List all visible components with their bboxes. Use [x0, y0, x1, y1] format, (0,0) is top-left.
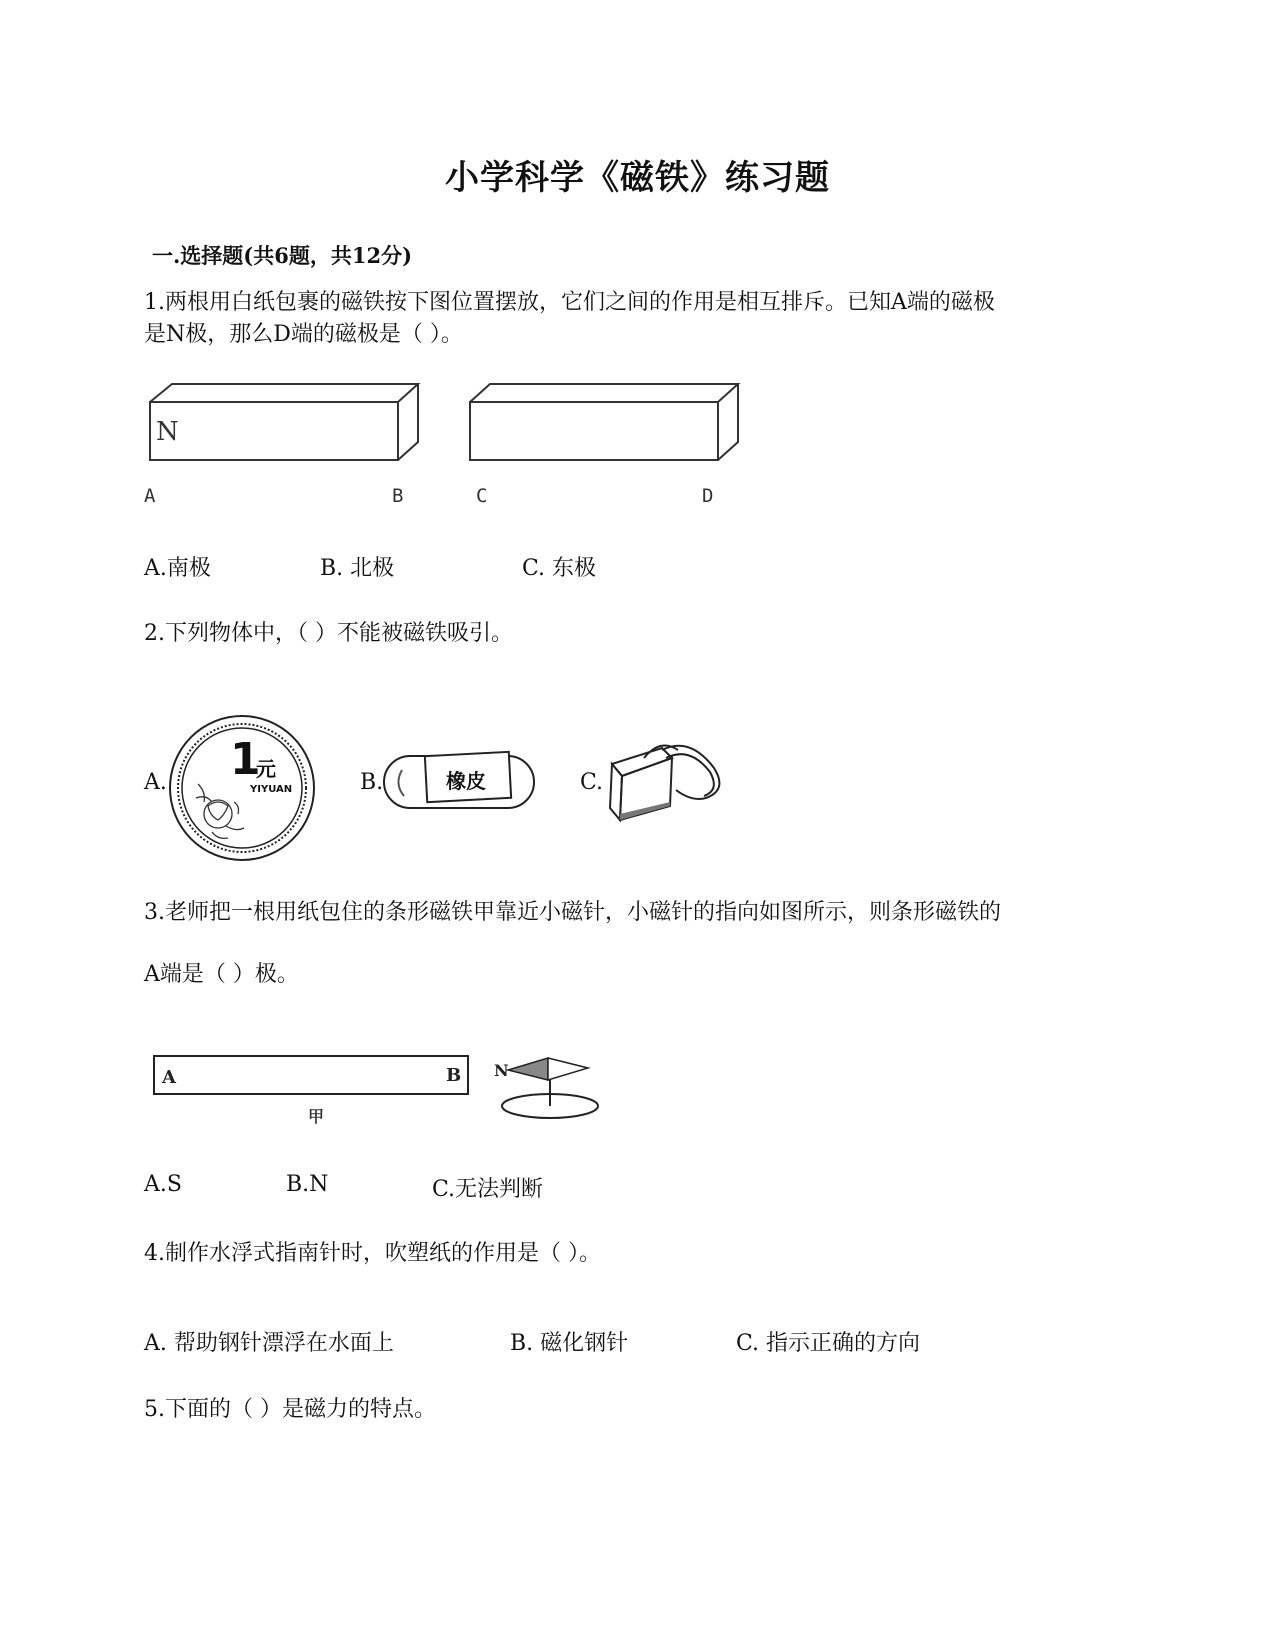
magnet-1 — [150, 384, 418, 460]
q3-option-b[interactable]: B.N — [286, 1172, 329, 1197]
q4-option-c[interactable]: C. 指示正确的方向 — [736, 1331, 921, 1356]
eraser-text: 橡皮 — [446, 769, 486, 793]
coin-icon — [168, 714, 316, 862]
bar-label-b: B — [446, 1065, 462, 1086]
question-3-text: 3.老师把一根用纸包住的条形磁铁甲靠近小磁针，小磁针的指向如图所示，则条形磁铁的 — [144, 900, 1001, 925]
q2-option-c-label[interactable]: C. — [580, 770, 604, 795]
needle-north-half — [508, 1058, 548, 1080]
question-4-text: 4.制作水浮式指南针时，吹塑纸的作用是（ ）。 — [144, 1241, 601, 1266]
coin-text: YIYUAN — [250, 784, 293, 795]
bar-name: 甲 — [308, 1107, 325, 1126]
q2-option-b-label[interactable]: B. — [360, 770, 384, 795]
q3-option-c[interactable]: C.无法判断 — [432, 1177, 544, 1202]
label-d: D — [702, 485, 714, 507]
q4-option-b[interactable]: B. 磁化钢针 — [510, 1331, 629, 1356]
needle-label-n: N — [494, 1061, 509, 1080]
bar-magnet — [154, 1056, 468, 1094]
bar-magnet-figure — [146, 1048, 616, 1134]
label-b: B — [392, 485, 404, 507]
bar-label-a: A — [162, 1067, 176, 1088]
needle-south-half — [548, 1058, 588, 1080]
q1-option-b[interactable]: B. 北极 — [320, 556, 395, 581]
coin-char: 元 — [256, 757, 276, 781]
q3-option-a[interactable]: A.S — [144, 1172, 182, 1197]
question-1-text-line2: 是N极，那么D端的磁极是（ ）。 — [144, 322, 463, 347]
magnets-figure — [140, 378, 760, 518]
coin-numeral: 1 — [230, 734, 261, 785]
page-title: 小学科学《磁铁》练习题 — [445, 158, 830, 198]
question-2-text: 2.下列物体中，（ ）不能被磁铁吸引。 — [144, 621, 513, 646]
binder-clip-icon — [604, 736, 738, 822]
question-5-text: 5.下面的（ ）是磁力的特点。 — [144, 1397, 436, 1422]
question-1-text: 1.两根用白纸包裹的磁铁按下图位置摆放，它们之间的作用是相互排斥。已知A端的磁极 — [144, 290, 995, 315]
q1-option-c[interactable]: C. 东极 — [522, 556, 597, 581]
eraser-icon — [382, 750, 538, 812]
magnet-1-mark: N — [156, 417, 179, 447]
q2-option-a-label[interactable]: A. — [144, 770, 167, 795]
q1-option-a[interactable]: A.南极 — [144, 556, 211, 581]
magnet-2 — [470, 384, 738, 460]
label-c: C — [476, 485, 488, 507]
section-heading: 一.选择题(共6题，共12分) — [152, 243, 413, 268]
label-a: A — [144, 485, 156, 507]
question-3-text-line2: A端是（ ）极。 — [144, 962, 299, 987]
q4-option-a[interactable]: A. 帮助钢针漂浮在水面上 — [144, 1331, 394, 1356]
